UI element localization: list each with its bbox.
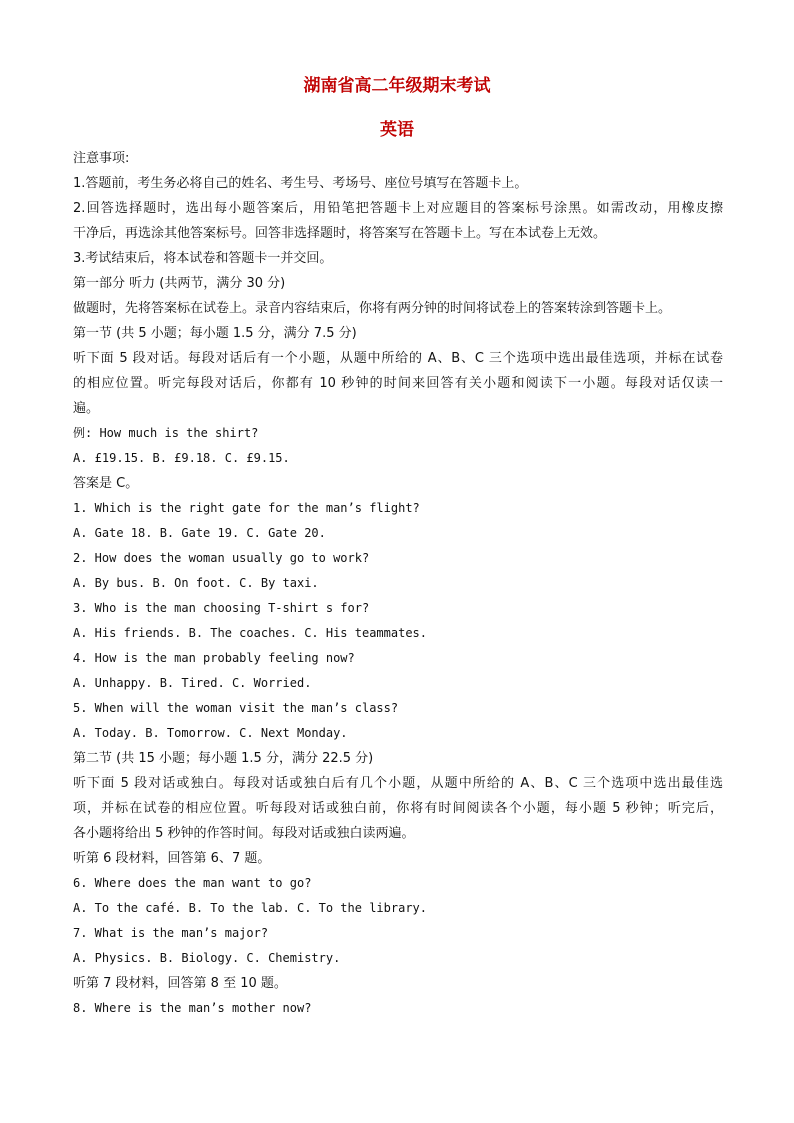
exam-body — [73, 146, 723, 1021]
question-line: A. By bus. B. On foot. C. By taxi. — [73, 576, 319, 590]
question-line: A. His friends. B. The coaches. C. His teammates. — [73, 626, 428, 640]
question-line: 2. How does the woman usually go to work? — [73, 551, 370, 565]
instruction-line: 各小题将给出 5 秒钟的作答时间。每段对话或独白读两遍。 — [73, 826, 415, 841]
instruction-line: 1.答题前，考生务必将自己的姓名、考生号、考场号、座位号填写在答题卡上。 — [73, 176, 528, 191]
instruction-line: 3.考试结束后，将本试卷和答题卡一并交回。 — [73, 251, 333, 266]
subject-title: 英语 — [380, 120, 414, 140]
question-line: 8. Where is the man’s mother now? — [73, 1001, 312, 1015]
instruction-line: 第一节 (共 5 小题；每小题 1.5 分，满分 7.5 分) — [73, 326, 357, 341]
instruction-line: 答案是 C。 — [73, 476, 139, 491]
instruction-line: 干净后，再选涂其他答案标号。回答非选择题时，将答案写在答题卡上。写在本试卷上无效。 — [73, 226, 607, 241]
question-line: A. Unhappy. B. Tired. C. Worried. — [73, 676, 312, 690]
question-line: 5. When will the woman visit the man’s class? — [73, 701, 399, 715]
instruction-line: 第一部分 听力 (共两节，满分 30 分) — [73, 276, 286, 291]
exam-title: 湖南省高二年级期末考试 — [303, 76, 491, 96]
instruction-line: 2.回答选择题时，选出每小题答案后，用铅笔把答题卡上对应题目的答案标号涂黑。如需改动，用橡皮擦 — [73, 201, 723, 216]
question-line: 例: How much is the shirt? — [73, 426, 259, 440]
instruction-line: 听第 6 段材料，回答第 6、7 题。 — [73, 851, 271, 866]
question-line: A. £19.15. B. £9.18. C. £9.15. — [73, 451, 290, 465]
instruction-line: 第二节 (共 15 小题；每小题 1.5 分，满分 22.5 分) — [73, 751, 374, 766]
instruction-line: 听下面 5 段对话。每段对话后有一个小题，从题中所给的 A、B、C 三个选项中选出最佳选项，并标在试卷 — [73, 351, 723, 366]
question-line: A. Gate 18. B. Gate 19. C. Gate 20. — [73, 526, 326, 540]
question-line: 1. Which is the right gate for the man’s flight? — [73, 501, 420, 515]
instruction-line: 听下面 5 段对话或独白。每段对话或独白后有几个小题，从题中所给的 A、B、C 三个选项中选出最佳选 — [73, 776, 723, 791]
instruction-line: 项，并标在试卷的相应位置。听每段对话或独白前，你将有时间阅读各个小题，每小题 5 秒钟；听完后， — [73, 801, 723, 816]
instruction-line: 遍。 — [73, 401, 100, 416]
instruction-line: 注意事项: — [73, 151, 130, 166]
instruction-line: 做题时，先将答案标在试卷上。录音内容结束后，你将有两分钟的时间将试卷上的答案转涂到答题卡上。 — [73, 301, 672, 316]
question-line: 7. What is the man’s major? — [73, 926, 269, 940]
question-line: 6. Where does the man want to go? — [73, 876, 312, 890]
question-line: 3. Who is the man choosing T-shirt s for? — [73, 601, 370, 615]
question-line: A. Today. B. Tomorrow. C. Next Monday. — [73, 726, 348, 740]
question-line: A. Physics. B. Biology. C. Chemistry. — [73, 951, 341, 965]
question-line: 4. How is the man probably feeling now? — [73, 651, 355, 665]
instruction-line: 的相应位置。听完每段对话后，你都有 10 秒钟的时间来回答有关小题和阅读下一小题。每段对话仅读一 — [73, 376, 723, 391]
instruction-line: 听第 7 段材料，回答第 8 至 10 题。 — [73, 976, 287, 991]
question-line: A. To the café. B. To the lab. C. To the library. — [73, 901, 428, 915]
